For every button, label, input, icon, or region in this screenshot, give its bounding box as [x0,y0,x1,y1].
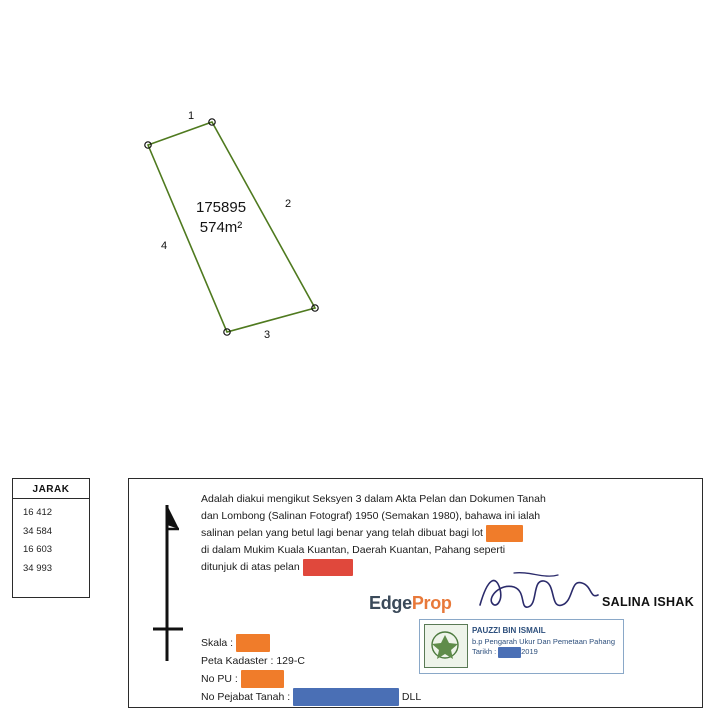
lot-number: 175895 [196,199,247,216]
jarak-value: 16 412 [23,507,53,518]
edge-label-1: 1 [188,110,195,122]
cert-line-3 [201,525,671,542]
signer-name: SALINA ISHAK [602,595,695,609]
plan-metadata-fields [201,634,421,706]
watermark-edge: Edge [369,593,412,613]
field-no-pu [201,670,421,688]
edgeprop-watermark [369,593,452,614]
edge-label-3: 3 [264,329,271,341]
cert-line-1: Adalah diakui mengikut Seksyen 3 dalam Akta Pelan dan Dokumen Tanah [201,493,546,505]
stamp-date [472,647,615,658]
skala-value [236,634,270,652]
lot-area: 574m² [199,219,243,237]
stamp-date-year: 2019 [521,647,538,657]
lot-plan-drawing [120,95,500,375]
edge-label-4: 4 [161,240,168,252]
field-peta-kadaster [201,652,421,670]
certification-box [128,478,703,708]
stamp-date-label: Tarikh : [472,647,497,657]
official-seal-icon [424,624,468,668]
nopu-label: No PU : [201,673,238,686]
cert-line-5-text: ditunjuk di atas pelan [201,561,303,573]
jarak-title: JARAK [13,479,89,499]
certification-text [201,491,671,576]
jarak-value: 34 584 [23,525,53,537]
redacted-plan-number [303,559,353,576]
cert-line-4: di dalam Mukim Kuala Kuantan, Daerah Kuantan, Pahang seperti [201,544,506,556]
watermark-prop: Prop [411,593,452,613]
nopt-suffix: DLL [401,691,422,704]
lot-label [196,198,246,239]
stamp-officer-name: PAUZZI BIN ISMAIL [472,626,546,635]
jarak-value: 16 603 [23,544,53,556]
nopu-value [241,670,284,688]
nopt-value [293,688,399,706]
north-arrow-icon [151,501,195,681]
jarak-values [13,499,89,578]
jarak-value: 34 993 [23,562,53,574]
peta-label: Peta Kadaster : [201,655,274,668]
jarak-table [12,478,90,598]
signature-scribble-icon [474,569,604,619]
stamp-officer-position: b.p Pengarah Ukur Dan Pemetaan Pahang [472,636,616,646]
field-no-pejabat-tanah [201,688,421,706]
lot-polygon-svg [120,95,500,375]
redacted-lot-number [486,525,523,542]
cert-line-3-text: salinan pelan yang betul lagi benar yang telah dibuat bagi lot [201,527,486,539]
stamp-date-redacted [498,647,521,658]
stamp-text [472,625,615,658]
edge-label-2: 2 [285,198,292,210]
skala-label: Skala : [201,637,234,649]
official-stamp [419,619,624,674]
field-skala [201,634,421,652]
peta-value: 129-C [276,655,305,668]
cert-line-2: dan Lombong (Salinan Fotograf) 1950 (Semakan 1980), bahawa ini ialah [201,510,541,522]
nopt-label: No Pejabat Tanah : [201,691,291,704]
